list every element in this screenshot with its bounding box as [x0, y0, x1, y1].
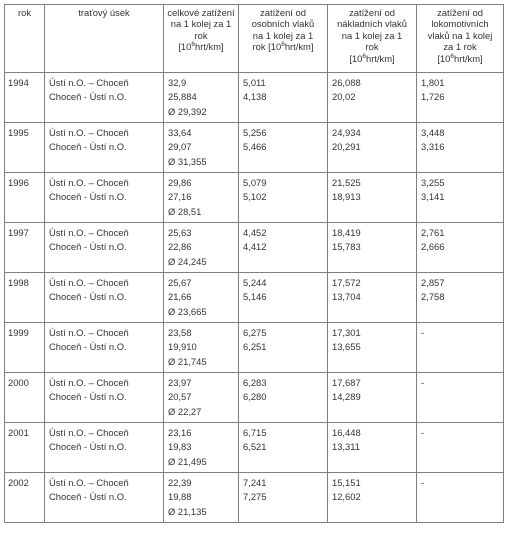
cell-value: 15,783	[332, 241, 361, 252]
cell-value: 4,138	[243, 91, 267, 102]
lokomotivni-cell	[417, 423, 504, 473]
nakladni-cell	[328, 373, 417, 423]
usek-cell	[45, 423, 164, 473]
rok-value: 1995	[8, 127, 29, 138]
cell-value: 7,275	[243, 491, 267, 502]
cell-value: 3,141	[421, 191, 445, 202]
celkove-cell	[164, 123, 239, 173]
cell-value: Choceň - Ústí n.O.	[49, 191, 127, 202]
celkove-cell	[164, 473, 239, 523]
header-unit-prefix: [10	[349, 52, 363, 64]
average-value: Ø 22,27	[168, 406, 202, 417]
nakladni-cell	[328, 173, 417, 223]
rok-cell	[5, 123, 45, 173]
table-body	[5, 73, 504, 523]
rok-value: 1998	[8, 277, 29, 288]
rok-cell	[5, 173, 45, 223]
nakladni-cell	[328, 123, 417, 173]
cell-value: 6,251	[243, 341, 267, 352]
cell-value: 6,283	[243, 377, 267, 388]
osobni-cell	[239, 323, 328, 373]
header-text-line: vlaků na 1 kolej	[427, 29, 493, 41]
cell-value: 2,857	[421, 277, 445, 288]
cell-value: 22,86	[168, 241, 192, 252]
header-usek	[45, 5, 164, 73]
cell-value: Choceň - Ústí n.O.	[49, 241, 127, 252]
cell-value: 6,280	[243, 391, 267, 402]
nakladni-cell	[328, 323, 417, 373]
cell-value: 23,97	[168, 377, 192, 388]
header-unit	[420, 53, 500, 64]
cell-value: 13,311	[332, 441, 360, 452]
header-unit-prefix: rok [10	[252, 41, 282, 53]
cell-value: 29,07	[168, 141, 192, 152]
cell-value: Choceň - Ústí n.O.	[49, 391, 127, 402]
cell-value: 29,86	[168, 177, 192, 188]
cell-value: 1,801	[421, 77, 445, 88]
celkove-cell	[164, 273, 239, 323]
rok-value: 2001	[8, 427, 29, 438]
lokomotivni-cell	[417, 273, 504, 323]
cell-value: 7,241	[243, 477, 267, 488]
cell-value: 6,275	[243, 327, 267, 338]
rok-cell	[5, 373, 45, 423]
header-text-line: lokomotivních	[431, 18, 489, 30]
rok-value: 2000	[8, 377, 29, 388]
celkove-cell	[164, 223, 239, 273]
average-value: Ø 24,245	[168, 256, 207, 267]
celkove-cell	[164, 173, 239, 223]
cell-value: Choceň - Ústí n.O.	[49, 491, 127, 502]
cell-value: 16,448	[332, 427, 361, 438]
average-value: Ø 23,665	[168, 306, 207, 317]
cell-value: 15,151	[332, 477, 361, 488]
celkove-cell	[164, 373, 239, 423]
cell-value: 32,9	[168, 77, 187, 88]
cell-value: Ústí n.O. – Choceň	[49, 277, 129, 288]
header-text-line: zatížení od	[437, 7, 483, 18]
cell-value: Ústí n.O. – Choceň	[49, 327, 129, 338]
cell-value: Choceň - Ústí n.O.	[49, 441, 127, 452]
cell-value: 20,02	[332, 91, 356, 102]
cell-value: 5,102	[243, 191, 267, 202]
average-value: Ø 21,745	[168, 356, 207, 367]
header-text-line: za 1 rok	[443, 41, 477, 53]
cell-value: 4,452	[243, 227, 267, 238]
cell-value: 18,913	[332, 191, 361, 202]
header-text-line: na 1 kolej za 1	[252, 29, 314, 41]
header-unit-exponent: 6	[450, 52, 454, 60]
cell-value: -	[421, 377, 425, 388]
lokomotivni-cell	[417, 373, 504, 423]
rok-cell	[5, 323, 45, 373]
table-row	[5, 423, 504, 473]
cell-value: 2,666	[421, 241, 445, 252]
header-nakladni	[328, 5, 417, 73]
usek-cell	[45, 123, 164, 173]
cell-value: 23,16	[168, 427, 192, 438]
header-text-line: celkové zatížení	[167, 7, 235, 18]
cell-value: -	[421, 477, 425, 488]
celkove-cell	[164, 423, 239, 473]
cell-value: 25,67	[168, 277, 192, 288]
header-row	[5, 5, 504, 73]
cell-value: 19,88	[168, 491, 192, 502]
cell-value: 3,448	[421, 127, 445, 138]
rok-value: 1994	[8, 77, 29, 88]
header-unit-suffix: hrt/km]	[195, 41, 224, 53]
cell-value: 5,256	[243, 127, 267, 138]
header-unit	[167, 41, 235, 52]
rok-cell	[5, 273, 45, 323]
header-unit-suffix: hrt/km]	[454, 52, 483, 64]
celkove-cell	[164, 323, 239, 373]
table-row	[5, 273, 504, 323]
lokomotivni-cell	[417, 173, 504, 223]
cell-value: 27,16	[168, 191, 192, 202]
header-text-line: rok	[194, 29, 208, 41]
cell-value: 17,687	[332, 377, 361, 388]
table-row	[5, 173, 504, 223]
usek-cell	[45, 323, 164, 373]
cell-value: 20,57	[168, 391, 192, 402]
cell-value: 3,255	[421, 177, 445, 188]
rok-value: 1997	[8, 227, 29, 238]
osobni-cell	[239, 223, 328, 273]
rok-value: 1996	[8, 177, 29, 188]
rail-load-table	[4, 4, 504, 523]
table-row	[5, 123, 504, 173]
cell-value: 2,758	[421, 291, 445, 302]
cell-value: 12,602	[332, 491, 361, 502]
cell-value: 20,291	[332, 141, 361, 152]
cell-value: 1,726	[421, 91, 445, 102]
lokomotivni-cell	[417, 73, 504, 123]
cell-value: 21,66	[168, 291, 192, 302]
cell-value: 4,412	[243, 241, 267, 252]
header-unit-suffix: hrt/km]	[284, 41, 314, 53]
header-unit	[331, 53, 413, 64]
cell-value: 5,011	[243, 77, 266, 88]
header-unit-exponent: 6	[362, 52, 366, 60]
header-text-line: zatížení od	[260, 7, 306, 18]
cell-value: 13,704	[332, 291, 361, 302]
table-container	[4, 4, 504, 523]
osobni-cell	[239, 473, 328, 523]
header-unit-prefix: [10	[437, 52, 451, 64]
nakladni-cell	[328, 473, 417, 523]
table-row	[5, 473, 504, 523]
cell-value: Ústí n.O. – Choceň	[49, 177, 129, 188]
cell-value: Ústí n.O. – Choceň	[49, 127, 129, 138]
usek-cell	[45, 373, 164, 423]
rok-cell	[5, 473, 45, 523]
header-unit-exponent: 6	[281, 41, 285, 49]
average-value: Ø 21,495	[168, 456, 207, 467]
cell-value: 33,64	[168, 127, 192, 138]
cell-value: 17,301	[332, 327, 361, 338]
cell-value: 25,884	[168, 91, 197, 102]
header-text-line: zatížení od	[349, 7, 395, 18]
cell-value: 19,910	[168, 341, 197, 352]
cell-value: Ústí n.O. – Choceň	[49, 227, 129, 238]
rok-value: 1999	[8, 327, 29, 338]
lokomotivni-cell	[417, 473, 504, 523]
osobni-cell	[239, 73, 328, 123]
cell-value: 25,63	[168, 227, 192, 238]
cell-value: 26,088	[332, 77, 361, 88]
average-value: Ø 29,392	[168, 106, 207, 117]
cell-value: 22,39	[168, 477, 192, 488]
header-osobni	[239, 5, 328, 73]
lokomotivni-cell	[417, 123, 504, 173]
cell-value: Choceň - Ústí n.O.	[49, 141, 127, 152]
table-row	[5, 323, 504, 373]
cell-value: 13,655	[332, 341, 361, 352]
nakladni-cell	[328, 423, 417, 473]
table-row	[5, 373, 504, 423]
cell-value: Ústí n.O. – Choceň	[49, 377, 129, 388]
header-unit	[242, 41, 324, 52]
rok-cell	[5, 423, 45, 473]
cell-value: 19,83	[168, 441, 192, 452]
cell-value: -	[421, 427, 425, 438]
table-row	[5, 73, 504, 123]
header-unit-prefix: [10	[178, 41, 192, 53]
lokomotivni-cell	[417, 323, 504, 373]
celkove-cell	[164, 73, 239, 123]
usek-cell	[45, 73, 164, 123]
header-text-line: rok	[365, 41, 379, 53]
nakladni-cell	[328, 223, 417, 273]
osobni-cell	[239, 123, 328, 173]
cell-value: 14,289	[332, 391, 361, 402]
cell-value: Choceň - Ústí n.O.	[49, 91, 127, 102]
cell-value: 21,525	[332, 177, 361, 188]
cell-value: 6,521	[243, 441, 267, 452]
nakladni-cell	[328, 73, 417, 123]
cell-value: 23,58	[168, 327, 192, 338]
cell-value: 24,934	[332, 127, 361, 138]
cell-value: 5,079	[243, 177, 267, 188]
cell-value: Choceň - Ústí n.O.	[49, 341, 127, 352]
cell-value: 3,316	[421, 141, 445, 152]
usek-cell	[45, 173, 164, 223]
osobni-cell	[239, 423, 328, 473]
average-value: Ø 31,355	[168, 156, 207, 167]
header-unit-exponent: 6	[191, 41, 195, 49]
osobni-cell	[239, 373, 328, 423]
cell-value: 5,146	[243, 291, 267, 302]
cell-value: 18,419	[332, 227, 361, 238]
header-text-line: osobních vlaků	[251, 18, 315, 30]
cell-value: 6,715	[243, 427, 267, 438]
header-text-line: na 1 kolej za 1	[341, 29, 403, 41]
table-row	[5, 223, 504, 273]
header-text-line: nákladních vlaků	[337, 18, 407, 30]
header-celkove	[164, 5, 239, 73]
cell-value: 5,244	[243, 277, 267, 288]
rok-cell	[5, 73, 45, 123]
header-rok-text: rok	[17, 7, 32, 18]
cell-value: Ústí n.O. – Choceň	[49, 477, 129, 488]
cell-value: 17,572	[332, 277, 361, 288]
usek-cell	[45, 473, 164, 523]
header-lokomotivni	[417, 5, 504, 73]
cell-value: 5,466	[243, 141, 267, 152]
nakladni-cell	[328, 273, 417, 323]
rok-cell	[5, 223, 45, 273]
cell-value: 2,761	[421, 227, 445, 238]
rok-value: 2002	[8, 477, 29, 488]
osobni-cell	[239, 173, 328, 223]
cell-value: Ústí n.O. – Choceň	[49, 427, 129, 438]
header-usek-text: traťový úsek	[78, 7, 130, 18]
usek-cell	[45, 223, 164, 273]
cell-value: Choceň - Ústí n.O.	[49, 291, 127, 302]
usek-cell	[45, 273, 164, 323]
header-rok	[5, 5, 45, 73]
average-value: Ø 21,135	[168, 506, 207, 517]
average-value: Ø 28,51	[168, 206, 202, 217]
header-unit-suffix: hrt/km]	[366, 52, 395, 64]
lokomotivni-cell	[417, 223, 504, 273]
osobni-cell	[239, 273, 328, 323]
header-text-line: na 1 kolej za 1	[170, 18, 232, 30]
cell-value: -	[421, 327, 425, 338]
cell-value: Ústí n.O. – Choceň	[49, 77, 129, 88]
